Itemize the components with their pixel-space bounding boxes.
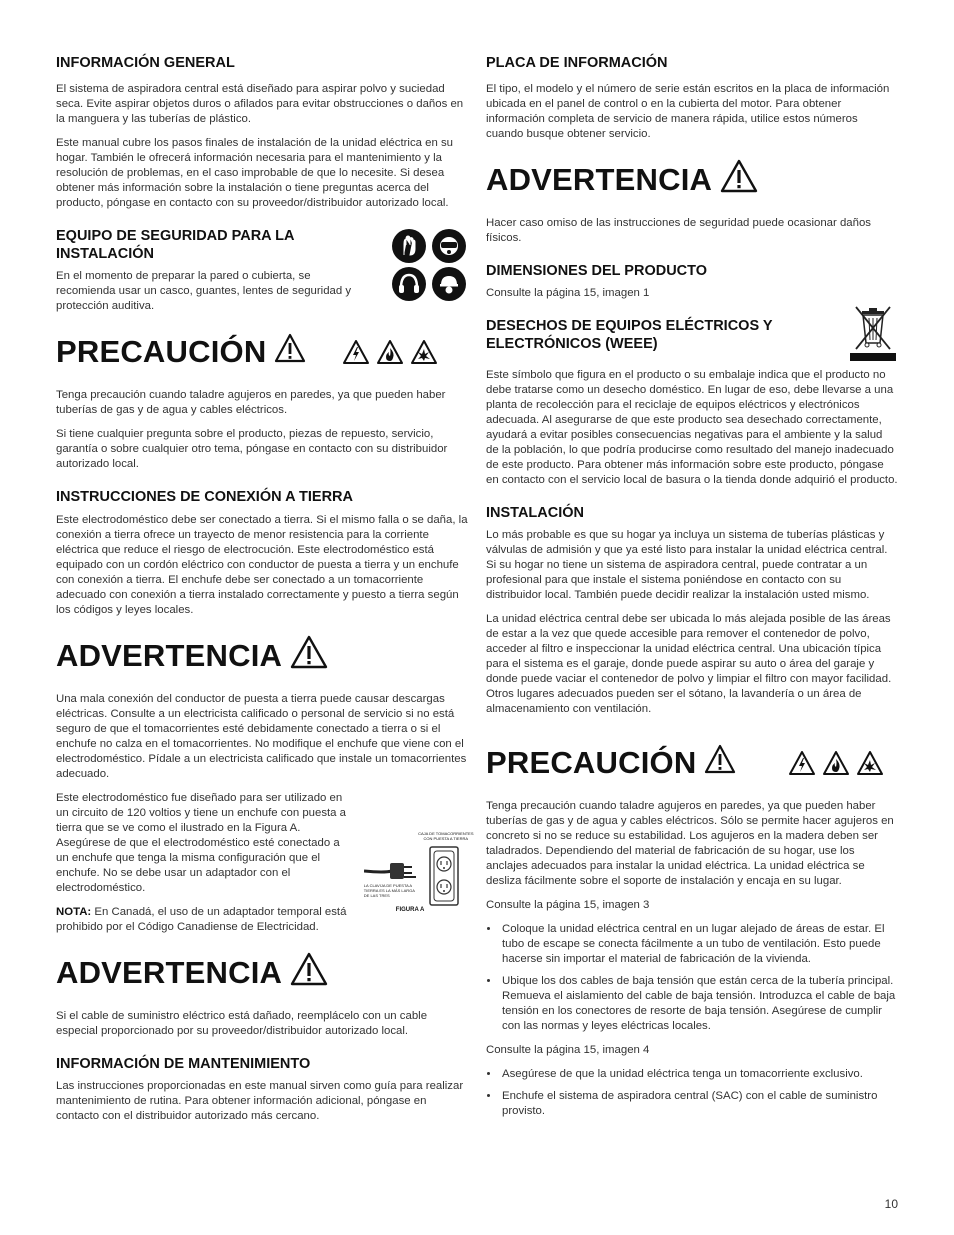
figure-label: FIGURA A — [395, 906, 425, 913]
figure-row — [56, 791, 474, 935]
safety-glasses-icon — [432, 229, 466, 263]
reference: Consulte la página 15, imagen 4 — [486, 1044, 650, 1057]
paragraph: Tenga precaución cuando taladre agujeros en paredes, ya que pueden haber tuberías de gas y de agua y cables eléctricos. — [56, 389, 446, 417]
paragraph: La unidad eléctrica central debe ser ubicada lo más alejada posible de las áreas de estar a la vez que quede accesible para remover el contenedor de polvo, acceder al filtro e inspeccionar la unidad eléctrica central. Una ubicación típica para el sistema es el garaje, donde puede aspirar su auto o área del garaje y donde puede vaciar el contenedor de polvo y limpiar el filtro con mayor facilidad. Otros lugares adecuados pueden ser el sótano, la lavandería o un área de almacenamiento con ventilación. — [486, 613, 892, 716]
bullet-list-a — [486, 922, 898, 1034]
list-item: • Coloque la unidad eléctrica central en un lugar alejado de áreas de estar. El tubo de escape se conecta fácilmente a un tubo de ventilación. Esto puede hacerse sin importar el material de fabricación de la vivienda. — [500, 922, 898, 967]
installation-section — [486, 504, 898, 717]
bullet-list-b — [486, 1067, 898, 1119]
warning-section-1 — [56, 634, 474, 935]
note-text: En Canadá, el uso de un adaptador temporal está prohibido por el Código Canadiense de Electricidad. — [56, 905, 347, 933]
warning-banner — [486, 158, 898, 202]
page-number: 10 — [884, 1197, 898, 1211]
helmet-icon — [432, 267, 466, 301]
note-label: NOTA: — [56, 905, 92, 918]
paragraph: Si tiene cualquier pregunta sobre el producto, piezas de repuesto, servicio, garantía o sobre cualquier otro tema, póngase en contacto con su distribuidor autorizado local. — [56, 428, 448, 471]
warning-triangle-icon — [720, 159, 758, 201]
explosion-hazard-icon — [410, 339, 438, 365]
paragraph: Este símbolo que figura en el producto o su embalaje indica que el producto no debe tratarse como un desecho doméstico. En lugar de eso, debe llevarse a una planta de recolección para el reciclaje de equipos eléctricos y electrónicos adecuada. Al asegurarse de que este producto sea desechado correctamente, ayudará a evitar posibles consecuencias negativas para el ambiente y la salud de la población, lo que podría producirse como resultado del manejo inadecuado de este producto. Para obtener más información sobre este producto, póngase en contacto con el servicio local de basura o la tienda donde adquirió el producto. — [486, 369, 898, 487]
list-item: • Asegúrese de que la unidad eléctrica tenga un tomacorriente exclusivo. — [500, 1067, 898, 1082]
note-paragraph — [56, 905, 354, 935]
figure-outlet-label: CAJA DE TOMACORRIENTES CON PUESTA A TIERRA — [418, 830, 474, 841]
section-heading: EQUIPO DE SEGURIDAD PARA LA INSTALACIÓN — [56, 228, 294, 263]
paragraph: Este electrodoméstico debe ser conectado a tierra. Si el mismo falla o se daña, la conexión a tierra ofrece un trayecto de menor resistencia para la corriente eléctrica que reduce el riesgo de electrocución. Este electrodoméstico está equipado con un cordón eléctrico con conductor de puesta a tierra y un enchufe con conexión a tierra. El enchufe debe ser conectado a un tomacorriente adecuado con conexión a tierra instalado correctamente y puesto a tierra según los códigos y leyes locales. — [56, 513, 468, 616]
warning-section-3 — [486, 158, 898, 246]
safety-equipment-section — [56, 227, 468, 314]
hazard-icons — [788, 750, 884, 776]
maintenance-section — [56, 1055, 468, 1124]
general-info-section — [56, 54, 468, 211]
caution-title: PRECAUCIÓN — [486, 745, 697, 781]
paragraph: Una mala conexión del conductor de puesta a tierra puede causar descargas eléctricas. Consulte a un electricista calificado o personal de servicio si no está seguro de que el tomacorrientes esté debidamente conectado a tierra o si el enchufe no calza en el tomacorrientes. No modifique el enchufe que viene con el electrodoméstico. Pídale a un electricista calificado que instale un tomacorrientes adecuado. — [56, 692, 467, 780]
electric-hazard-icon — [342, 339, 370, 365]
grounded-outlet-illustration — [364, 841, 469, 911]
figure-prong-label: LA CLAVIJA DE PUESTA A TIERRA ES LA MÁS LARGA DE LAS TRES — [363, 882, 415, 898]
warning-title: ADVERTENCIA — [486, 162, 713, 198]
reference: Consulte la página 15, imagen 3 — [486, 899, 650, 912]
paragraph: El tipo, el modelo y el número de serie están escritos en la placa de información ubicada en el panel de control o en la cubierta del motor. Para obtener información completa de servicio de manera rápida, utilice estos números cuando busque obtener servicio. — [486, 83, 890, 141]
caution-section-1 — [56, 330, 468, 472]
dimensions-section — [486, 262, 898, 301]
left-column — [56, 54, 474, 1140]
section-heading: DIMENSIONES DEL PRODUCTO — [486, 263, 708, 280]
figure-a — [363, 830, 474, 921]
safety-equipment-icons — [392, 229, 468, 301]
info-plate-section — [486, 54, 898, 142]
list-item: • Ubique los dos cables de baja tensión que están cerca de la tubería principal. Remueva el aislamiento del cable de baja tensión. Introduzca el cable de baja tensión en los conectores de resorte de baja tensión. Asegúrese de cumplir con las normas y leyes eléctricas locales. — [500, 974, 898, 1034]
caution-title: PRECAUCIÓN — [56, 334, 267, 370]
paragraph: Lo más probable es que su hogar ya incluya un sistema de tuberías plásticas y válvulas de admisión y que ya esté listo para instalar la unidad eléctrica central. Si su hogar no tiene un sistema de aspiradora central, puede contratar a un profesional para que instale el sistema poniéndose en contacto con su distribuidor local. También puede decidir realizar la instalación usted mismo. — [486, 529, 888, 602]
paragraph: Este electrodoméstico fue diseñado para ser utilizado en un circuito de 120 voltios y tiene un enchufe con puesta a tierra que se ve como el ilustrado en la Figura A. Asegúrese de que el electrodoméstico esté conectado a un enchufe que tenga la misma configuración que el enchufe. No se debe usar un adaptador con el electrodoméstico. — [56, 791, 347, 894]
weee-section — [486, 317, 898, 488]
warning-section-2 — [56, 951, 468, 1039]
paragraph: El sistema de aspiradora central está diseñado para aspirar polvo y suciedad seca. Evite aspirar objetos duros o afilados para evitar obstrucciones o daños en la manguera y las tuberías de plástico. — [56, 83, 464, 126]
warning-triangle-icon — [704, 744, 736, 782]
paragraph: Consulte la página 15, imagen 1 — [486, 287, 650, 300]
explosion-hazard-icon — [856, 750, 884, 776]
caution-banner — [56, 330, 468, 374]
warning-title: ADVERTENCIA — [56, 954, 283, 990]
paragraph: Tenga precaución cuando taladre agujeros en paredes, ya que pueden haber tuberías de gas y de agua y cables eléctricos. Sólo se permite hacer agujeros en concreto si no se reduce su estabilidad. Los agujeros en la madera deben ser taladrados. Dependiendo del material de fabricación de su hogar, use los anclajes adecuados para instalar la unidad eléctrica. La unidad eléctrica se desliza fácilmente sobre el soporte de instalación y encaja en su lugar. — [486, 800, 894, 888]
section-heading: DESECHOS DE EQUIPOS ELÉCTRICOS Y ELECTRÓNICOS (WEEE) — [486, 318, 773, 353]
section-heading: INSTALACIÓN — [486, 505, 585, 522]
gloves-icon — [392, 229, 426, 263]
warning-triangle-icon — [290, 952, 328, 994]
section-heading: PLACA DE INFORMACIÓN — [486, 55, 668, 71]
section-heading: INFORMACIÓN GENERAL — [56, 55, 235, 71]
right-column — [486, 54, 898, 1135]
hazard-icons — [342, 339, 438, 365]
section-heading: INSTRUCCIONES DE CONEXIÓN A TIERRA — [56, 489, 354, 506]
fire-hazard-icon — [376, 339, 404, 365]
paragraph: Las instrucciones proporcionadas en este manual sirven como guía para realizar mantenimiento de rutina. Para obtener información adicional, póngase en contacto con el distribuidor autorizado más cercano. — [56, 1079, 464, 1122]
ear-protection-icon — [392, 267, 426, 301]
caution-section-2 — [486, 741, 898, 1119]
fire-hazard-icon — [822, 750, 850, 776]
paragraph: Si el cable de suministro eléctrico está dañado, reemplácelo con un cable especial proporcionado por su proveedor/distribuidor autorizado local. — [56, 1009, 428, 1037]
section-heading: INFORMACIÓN DE MANTENIMIENTO — [56, 1055, 311, 1072]
electric-hazard-icon — [788, 750, 816, 776]
grounding-section — [56, 488, 468, 617]
warning-banner — [56, 951, 468, 995]
paragraph: Hacer caso omiso de las instrucciones de seguridad puede ocasionar daños físicos. — [486, 217, 871, 245]
paragraph: En el momento de preparar la pared o cubierta, se recomienda usar un casco, guantes, lentes de seguridad y protección auditiva. — [56, 270, 352, 313]
caution-banner — [486, 741, 898, 785]
weee-bin-icon — [848, 303, 898, 368]
warning-title: ADVERTENCIA — [56, 637, 283, 673]
warning-banner — [56, 634, 468, 678]
list-item: • Enchufe el sistema de aspiradora central (SAC) con el cable de suministro provisto. — [500, 1089, 898, 1119]
warning-triangle-icon — [290, 635, 328, 677]
paragraph: Este manual cubre los pasos finales de instalación de la unidad eléctrica en su hogar. También le ofrecerá información necesaria para el mantenimiento y la resolución de problemas, en el caso improbable de que lo necesite. Si desea obtener más información sobre la instalación o tiene preguntas acerca del producto, póngase en contacto con su proveedor/distribuidor autorizado local. — [56, 137, 454, 210]
warning-triangle-icon — [274, 333, 306, 371]
